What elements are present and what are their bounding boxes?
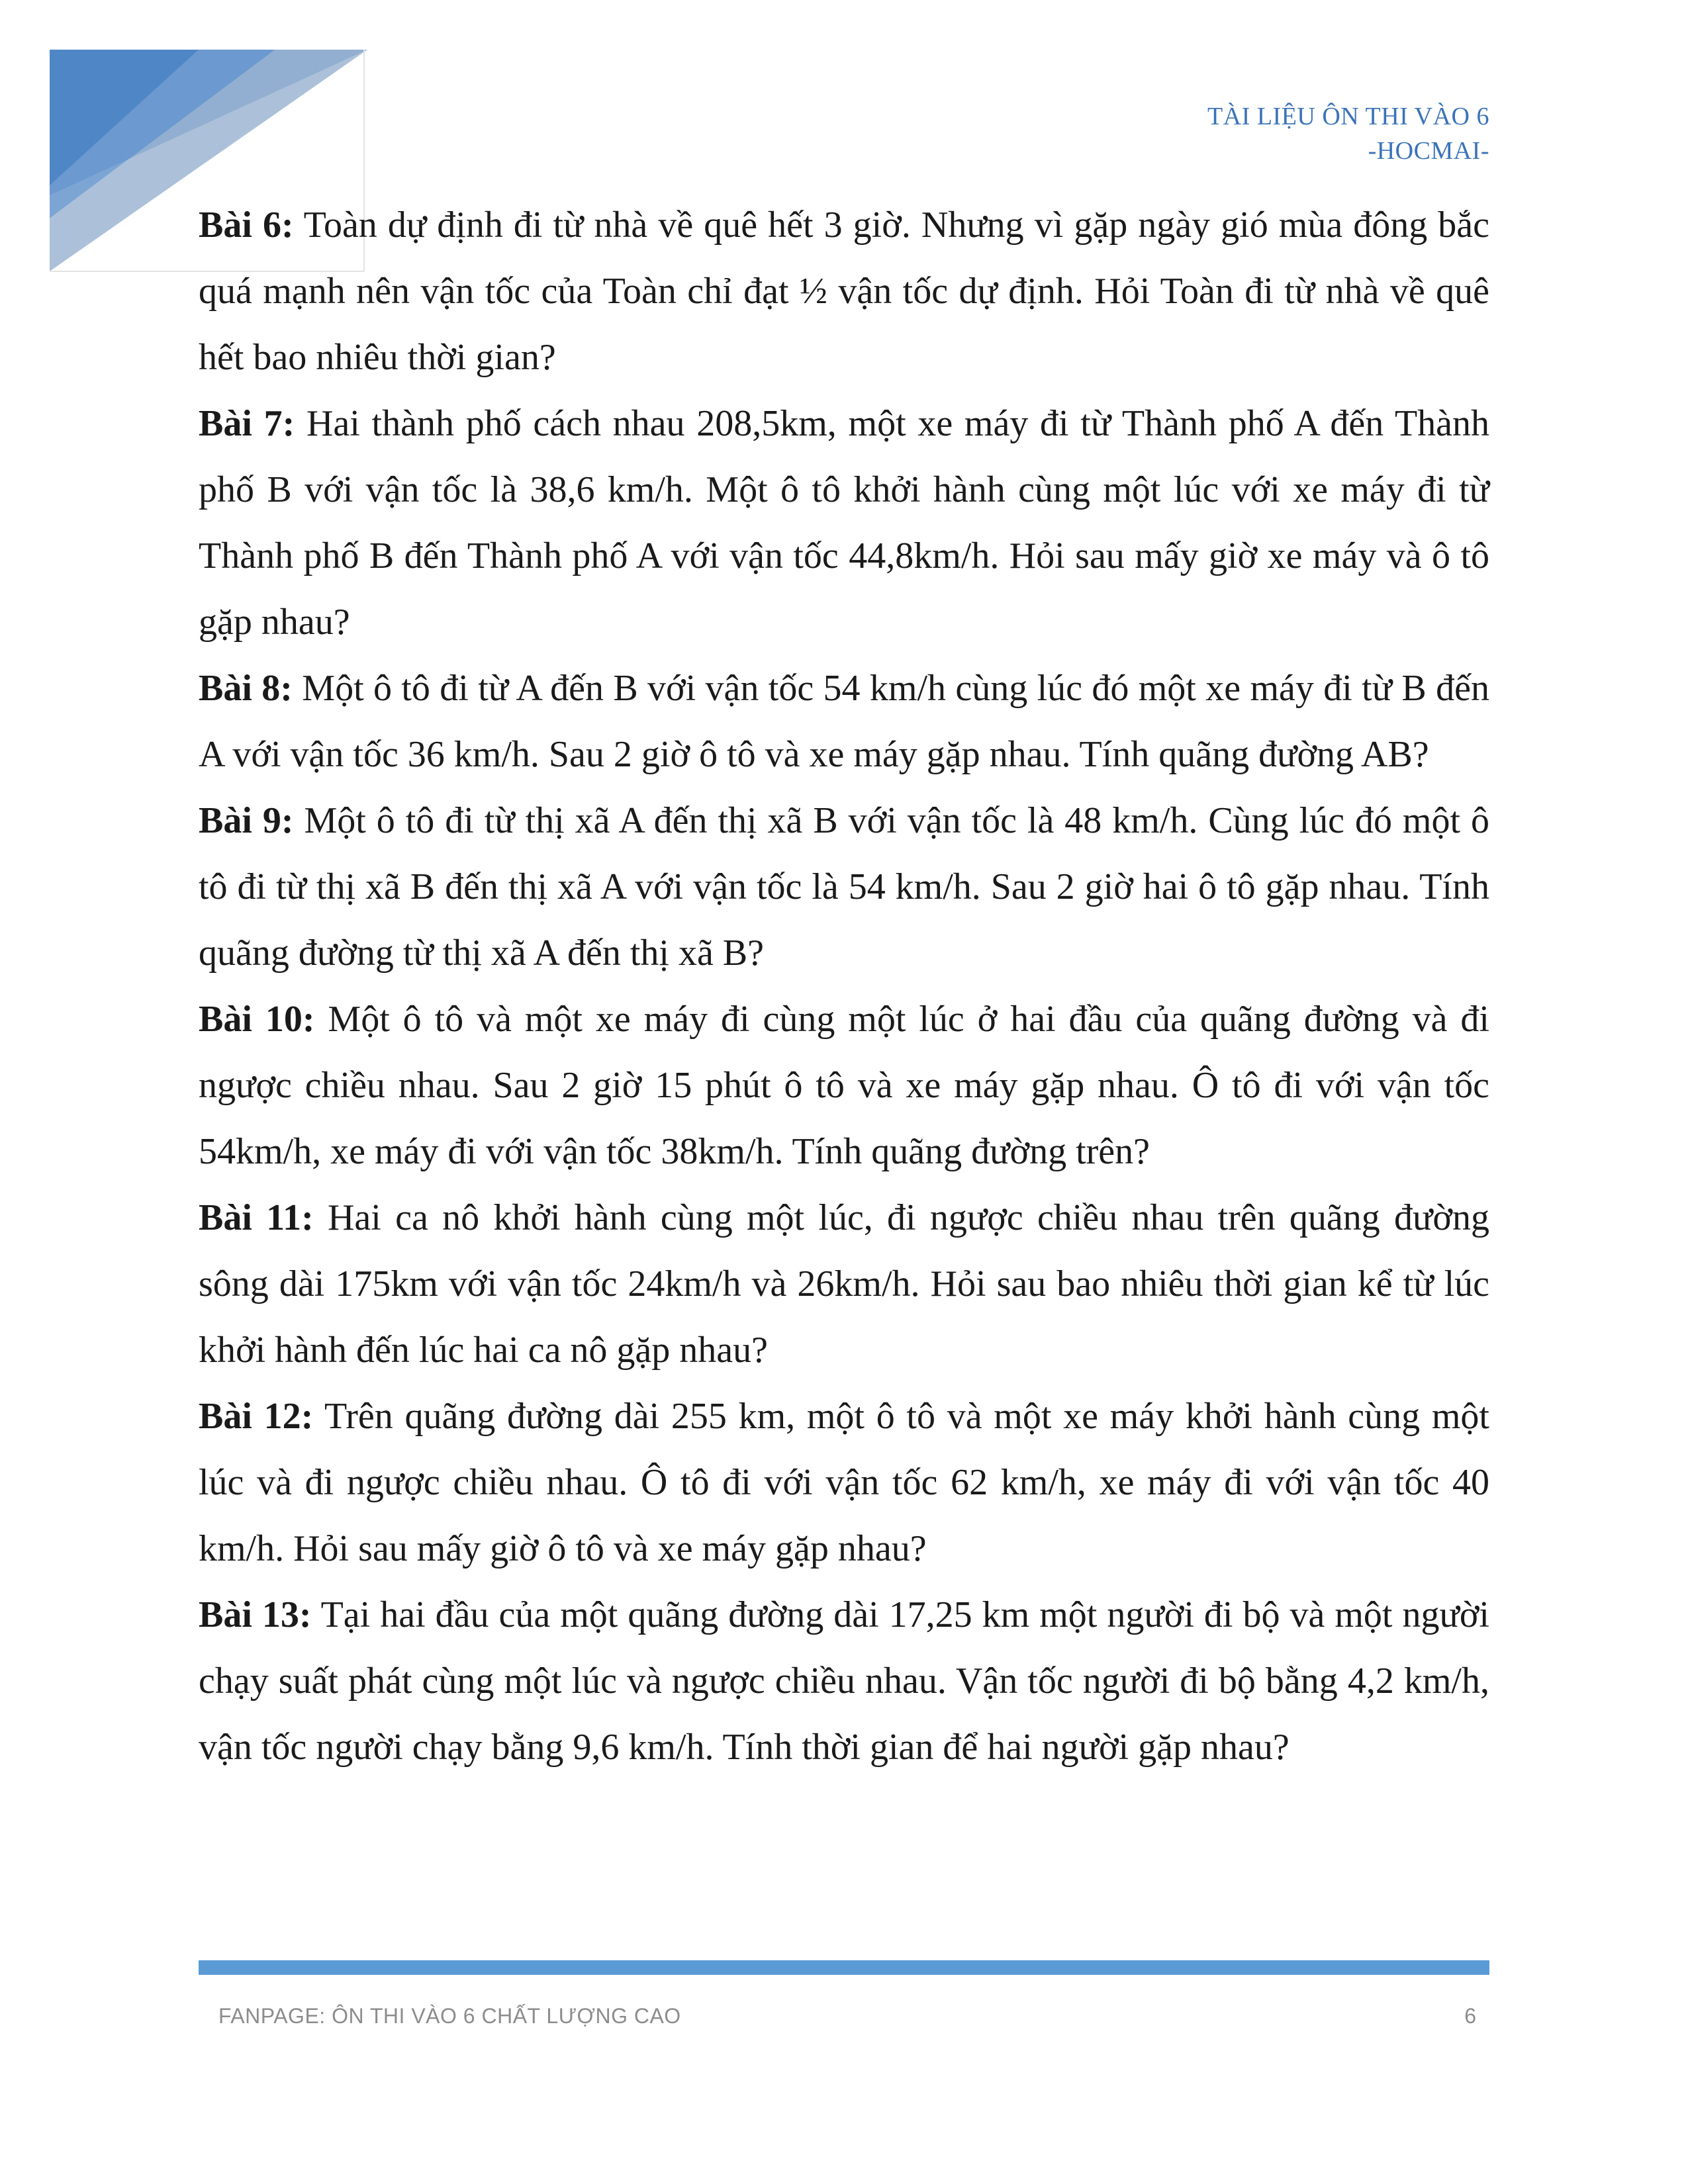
problem-label: Bài 13: [199,1594,312,1635]
problem-13 [199,1582,1489,1780]
problem-list [199,192,1489,1780]
problem-label: Bài 9: [199,800,294,841]
problem-label: Bài 10: [199,999,315,1040]
problem-7 [199,390,1489,655]
problem-label: Bài 8: [199,668,293,709]
header-brand: -HOCMAI- [1368,137,1489,165]
footer-divider [199,1960,1489,1975]
problem-text: Hai ca nô khởi hành cùng một lúc, đi ngược chiều nhau trên quãng đường sông dài 175km với vận tốc 24km/h và 26km/h. Hỏi sau bao nhiêu thời gian kể từ lúc khởi hành đến lúc hai ca nô gặp nhau? [199,1197,1489,1371]
problem-8 [199,655,1489,788]
problem-label: Bài 11: [199,1197,314,1238]
problem-text: Một ô tô và một xe máy đi cùng một lúc ở hai đầu của quãng đường và đi ngược chiều nhau. Sau 2 giờ 15 phút ô tô và xe máy gặp nhau. Ô tô đi với vận tốc 54km/h, xe máy đi với vận tốc 38km/h. Tính quãng đường trên? [199,999,1489,1172]
document-header [1207,99,1489,168]
problem-6 [199,192,1489,390]
page-number: 6 [1464,2004,1476,2028]
problem-text: Trên quãng đường dài 255 km, một ô tô và một xe máy khởi hành cùng một lúc và đi ngược chiều nhau. Ô tô đi với vận tốc 62 km/h, xe máy đi với vận tốc 40 km/h. Hỏi sau mấy giờ ô tô và xe máy gặp nhau? [199,1396,1489,1569]
problem-text: Một ô tô đi từ A đến B với vận tốc 54 km/h cùng lúc đó một xe máy đi từ B đến A với vận tốc 36 km/h. Sau 2 giờ ô tô và xe máy gặp nhau. Tính quãng đường AB? [199,668,1489,775]
problem-12 [199,1383,1489,1582]
problem-9 [199,788,1489,986]
problem-label: Bài 6: [199,205,294,246]
problem-text: Tại hai đầu của một quãng đường dài 17,25 km một người đi bộ và một người chạy suất phát cùng một lúc và ngược chiều nhau. Vận tốc người đi bộ bằng 4,2 km/h, vận tốc người chạy bằng 9,6 km/h. Tính thời gian để hai người gặp nhau? [199,1594,1489,1768]
problem-text: Hai thành phố cách nhau 208,5km, một xe máy đi từ Thành phố A đến Thành phố B với vận tốc là 38,6 km/h. Một ô tô khởi hành cùng một lúc với xe máy đi từ Thành phố B đến Thành phố A với vận tốc 44,8km/h. Hỏi sau mấy giờ xe máy và ô tô gặp nhau? [199,403,1490,643]
problem-text: Một ô tô đi từ thị xã A đến thị xã B với vận tốc là 48 km/h. Cùng lúc đó một ô tô đi từ thị xã B đến thị xã A với vận tốc là 54 km/h. Sau 2 giờ hai ô tô gặp nhau. Tính quãng đường từ thị xã A đến thị xã B? [199,800,1489,974]
header-title: TÀI LIỆU ÔN THI VÀO 6 [1207,103,1489,130]
problem-11 [199,1185,1489,1383]
problem-10 [199,986,1489,1185]
problem-label: Bài 12: [199,1396,314,1437]
footer-fanpage: FANPAGE: ÔN THI VÀO 6 CHẤT LƯỢNG CAO [218,2004,681,2028]
problem-text: Toàn dự định đi từ nhà về quê hết 3 giờ. Nhưng vì gặp ngày gió mùa đông bắc quá mạnh nên vận tốc của Toàn chỉ đạt ½ vận tốc dự định. Hỏi Toàn đi từ nhà về quê hết bao nhiêu thời gian? [199,205,1489,378]
problem-label: Bài 7: [199,403,295,444]
